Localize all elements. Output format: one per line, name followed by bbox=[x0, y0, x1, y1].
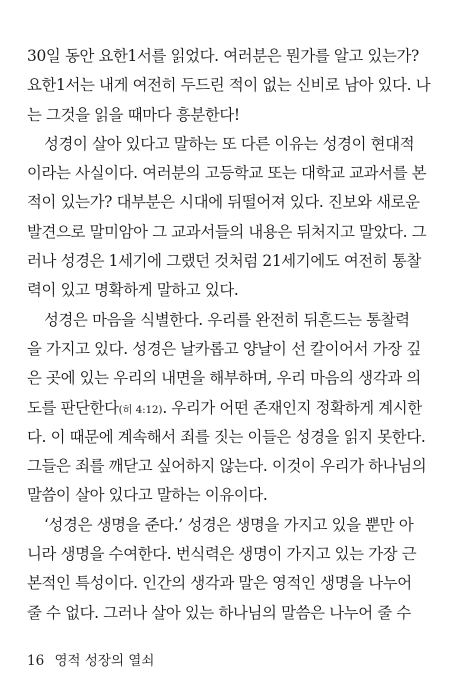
page-number: 16 bbox=[27, 653, 45, 669]
running-title: 영적 성장의 열쇠 bbox=[54, 653, 155, 669]
scripture-reference: (히 4:12) bbox=[118, 403, 163, 416]
text-line-with-reference bbox=[27, 394, 447, 423]
text-line: 다. 이 때문에 계속해서 죄를 짓는 이들은 성경을 읽지 못한다. bbox=[27, 427, 426, 446]
text-line: 요한1서는 내게 여전히 두드린 적이 없는 신비로 남아 있다. 나 bbox=[27, 76, 431, 95]
text-line: 말씀이 살아 있다고 말하는 이유이다. bbox=[27, 486, 268, 505]
text-line: ‘성경은 생명을 준다.’ 성경은 생명을 가지고 있을 뿐만 아 bbox=[44, 515, 414, 534]
text-fragment: . 우리가 어떤 존재인지 정확하게 계시한 bbox=[162, 398, 422, 417]
text-line: 줄 수 없다. 그러나 살아 있는 하나님의 말씀은 나누어 줄 수 bbox=[27, 603, 411, 622]
text-line: 는 그것을 읽을 때마다 흥분한다! bbox=[27, 105, 240, 124]
text-line: 그들은 죄를 깨닫고 싶어하지 않는다. 이것이 우리가 하나님의 bbox=[27, 457, 427, 476]
text-line: 30일 동안 요한1서를 읽었다. 여러분은 뭔가를 알고 있는가? bbox=[27, 47, 419, 65]
page-footer bbox=[27, 652, 154, 670]
text-line: 은 곳에 있는 우리의 내면을 해부하며, 우리 마음의 생각과 의 bbox=[27, 369, 421, 388]
text-fragment: 도를 판단한다 bbox=[27, 398, 119, 417]
text-line: 을 가지고 있다. 성경은 날카롭고 양날이 선 칼이어서 가장 깊 bbox=[27, 339, 421, 358]
paragraph bbox=[27, 511, 447, 628]
paragraph bbox=[27, 306, 447, 511]
paragraph bbox=[27, 130, 447, 306]
text-line: 니라 생명을 수여한다. 번식력은 생명이 가지고 있는 가장 근 bbox=[27, 545, 417, 564]
paragraph bbox=[27, 42, 447, 130]
text-line: 본적인 특성이다. 인간의 생각과 말은 영적인 생명을 나누어 bbox=[27, 574, 412, 593]
text-line: 러나 성경은 1세기에 그랬던 것처럼 21세기에도 여전히 통찰 bbox=[27, 252, 422, 271]
text-line: 성경은 마음을 식별한다. 우리를 완전히 뒤흔드는 통찰력 bbox=[44, 310, 410, 329]
text-line: 적이 있는가? 대부분은 시대에 뒤떨어져 있다. 진보와 새로운 bbox=[27, 193, 420, 212]
body-text bbox=[27, 42, 447, 628]
text-line: 력이 있고 명확하게 말하고 있다. bbox=[27, 281, 239, 300]
text-line: 이라는 사실이다. 여러분의 고등학교 또는 대학교 교과서를 본 bbox=[27, 164, 427, 183]
text-line: 성경이 살아 있다고 말하는 또 다른 이유는 성경이 현대적 bbox=[44, 134, 415, 153]
text-line: 발견으로 말미암아 그 교과서들의 내용은 뒤처지고 말았다. 그 bbox=[27, 222, 427, 241]
